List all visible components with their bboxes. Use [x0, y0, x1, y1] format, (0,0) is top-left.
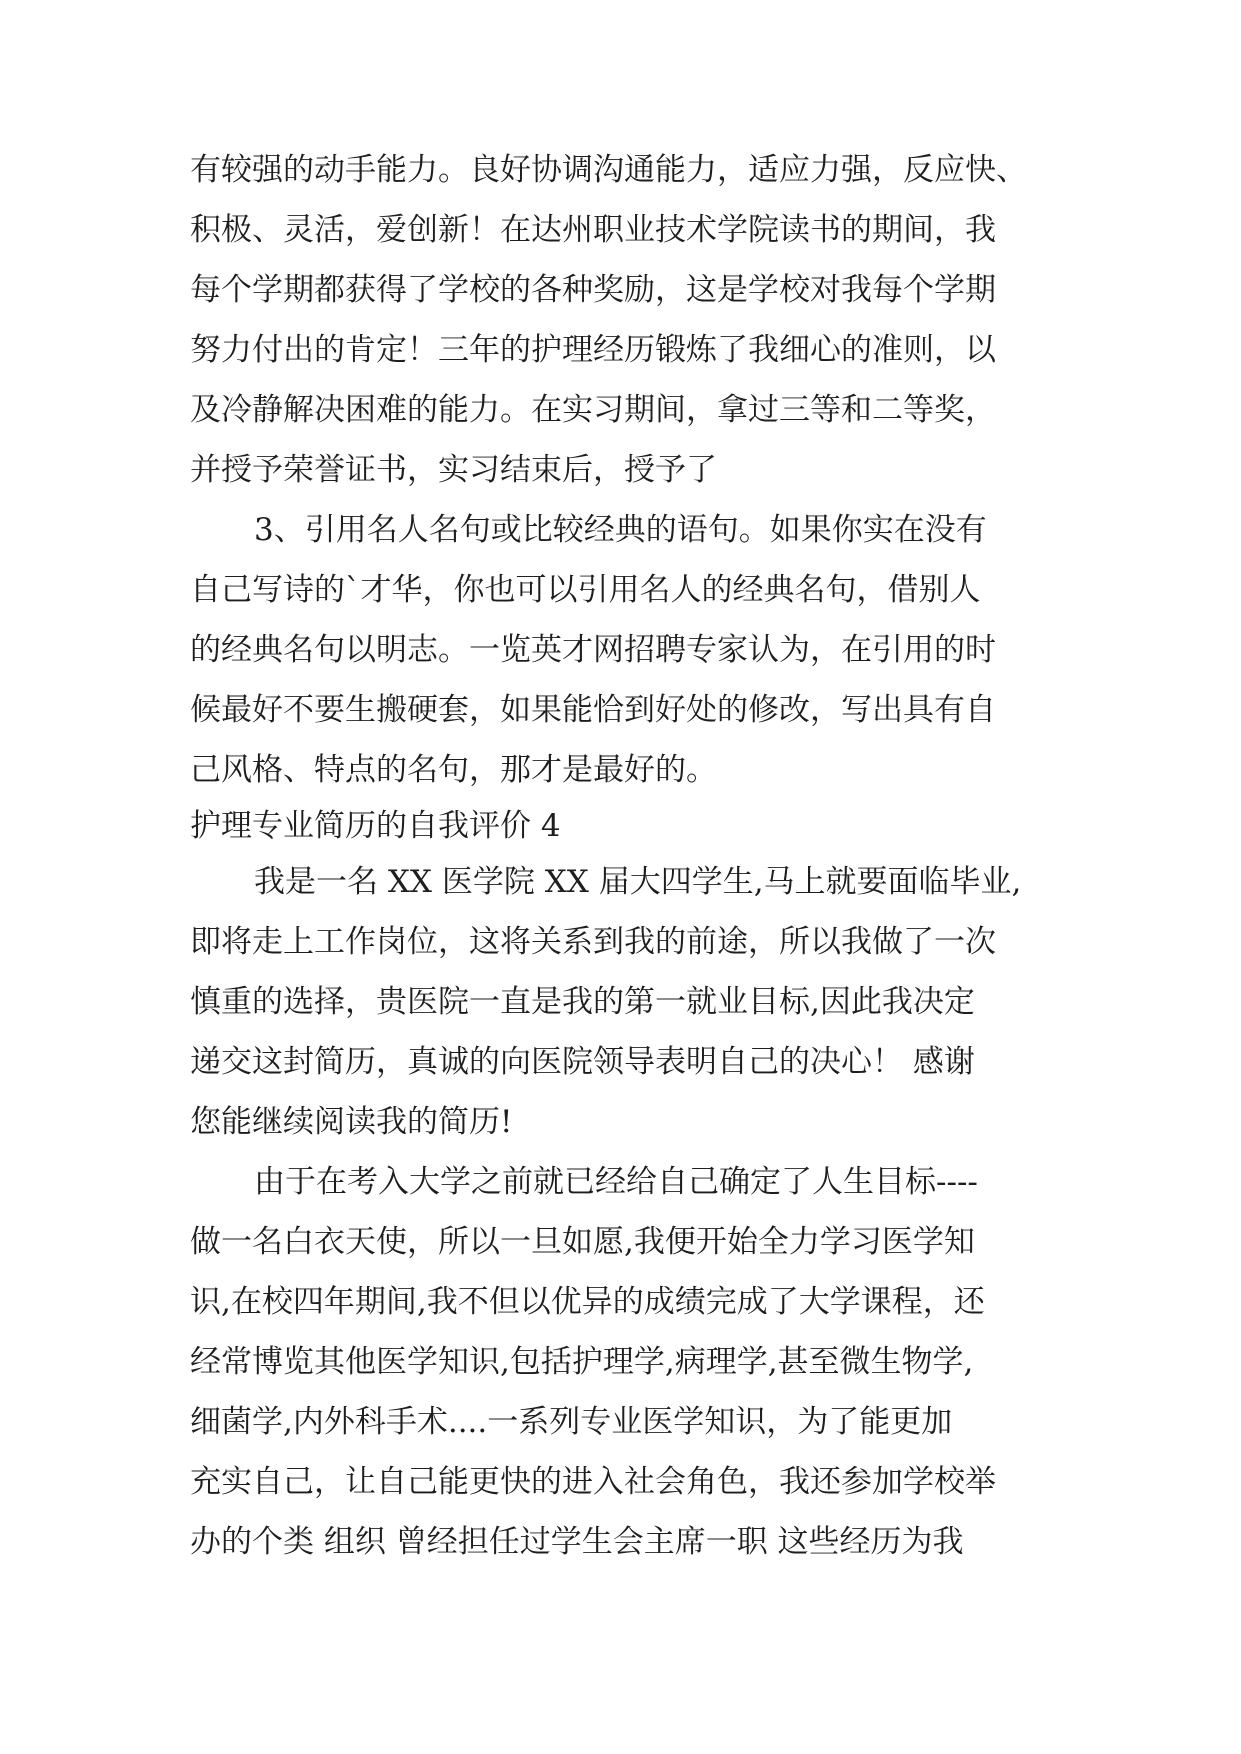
text-line: 自己写诗的`才华，你也可以引用名人的经典名句，借别人	[190, 572, 981, 608]
text-line: 候最好不要生搬硬套，如果能恰到好处的修改，写出具有自	[190, 692, 996, 728]
text-line: 努力付出的肯定！三年的护理经历锻炼了我细心的准则，以	[190, 332, 996, 368]
text-line: 及冷静解决困难的能力。在实习期间，拿过三等和二等奖，	[190, 392, 996, 428]
text-line: 有较强的动手能力。良好协调沟通能力，适应力强，反应快、	[190, 152, 1027, 188]
text-line: 经常博览其他医学知识,包括护理学,病理学,甚至微生物学,	[190, 1344, 974, 1380]
text-line: 由于在考入大学之前就已经给自己确定了人生目标----	[254, 1164, 978, 1200]
text-line: 并授予荣誉证书，实习结束后，授予了	[190, 452, 717, 488]
paragraph-education	[190, 1152, 1070, 1572]
section-heading: 护理专业简历的自我评价 4	[190, 808, 561, 844]
text-line: 细菌学,内外科手术....一系列专业医学知识，为了能更加	[190, 1404, 953, 1440]
text-line: 积极、灵活，爱创新！在达州职业技术学院读书的期间，我	[190, 212, 996, 248]
document-body	[190, 140, 1070, 1572]
text-line: 做一名白衣天使，所以一旦如愿,我便开始全力学习医学知	[190, 1224, 975, 1260]
text-line: 己风格、特点的名句，那才是最好的。	[190, 752, 717, 788]
paragraph-quotes-tip	[190, 500, 1070, 800]
text-line: 识,在校四年期间,我不但以优异的成绩完成了大学课程，还	[190, 1284, 985, 1320]
text-line: 每个学期都获得了学校的各种奖励，这是学校对我每个学期	[190, 272, 996, 308]
text-line: 递交这封简历，真诚的向医院领导表明自己的决心！ 感谢	[190, 1044, 975, 1080]
paragraph-introduction	[190, 852, 1070, 1152]
text-line: 您能继续阅读我的简历!	[190, 1104, 513, 1140]
text-line: 即将走上工作岗位，这将关系到我的前途，所以我做了一次	[190, 924, 996, 960]
text-line: 办的个类 组织 曾经担任过学生会主席一职 这些经历为我	[190, 1524, 964, 1560]
paragraph-achievements	[190, 140, 1070, 500]
text-line: 3、引用名人名句或比较经典的语句。如果你实在没有	[254, 512, 987, 548]
text-line: 充实自己，让自己能更快的进入社会角色，我还参加学校举	[190, 1464, 996, 1500]
text-line: 慎重的选择，贵医院一直是我的第一就业目标,因此我决定	[190, 984, 975, 1020]
text-line: 的经典名句以明志。一览英才网招聘专家认为，在引用的时	[190, 632, 996, 668]
text-line: 我是一名 XX 医学院 XX 届大四学生,马上就要面临毕业,	[254, 864, 1022, 900]
